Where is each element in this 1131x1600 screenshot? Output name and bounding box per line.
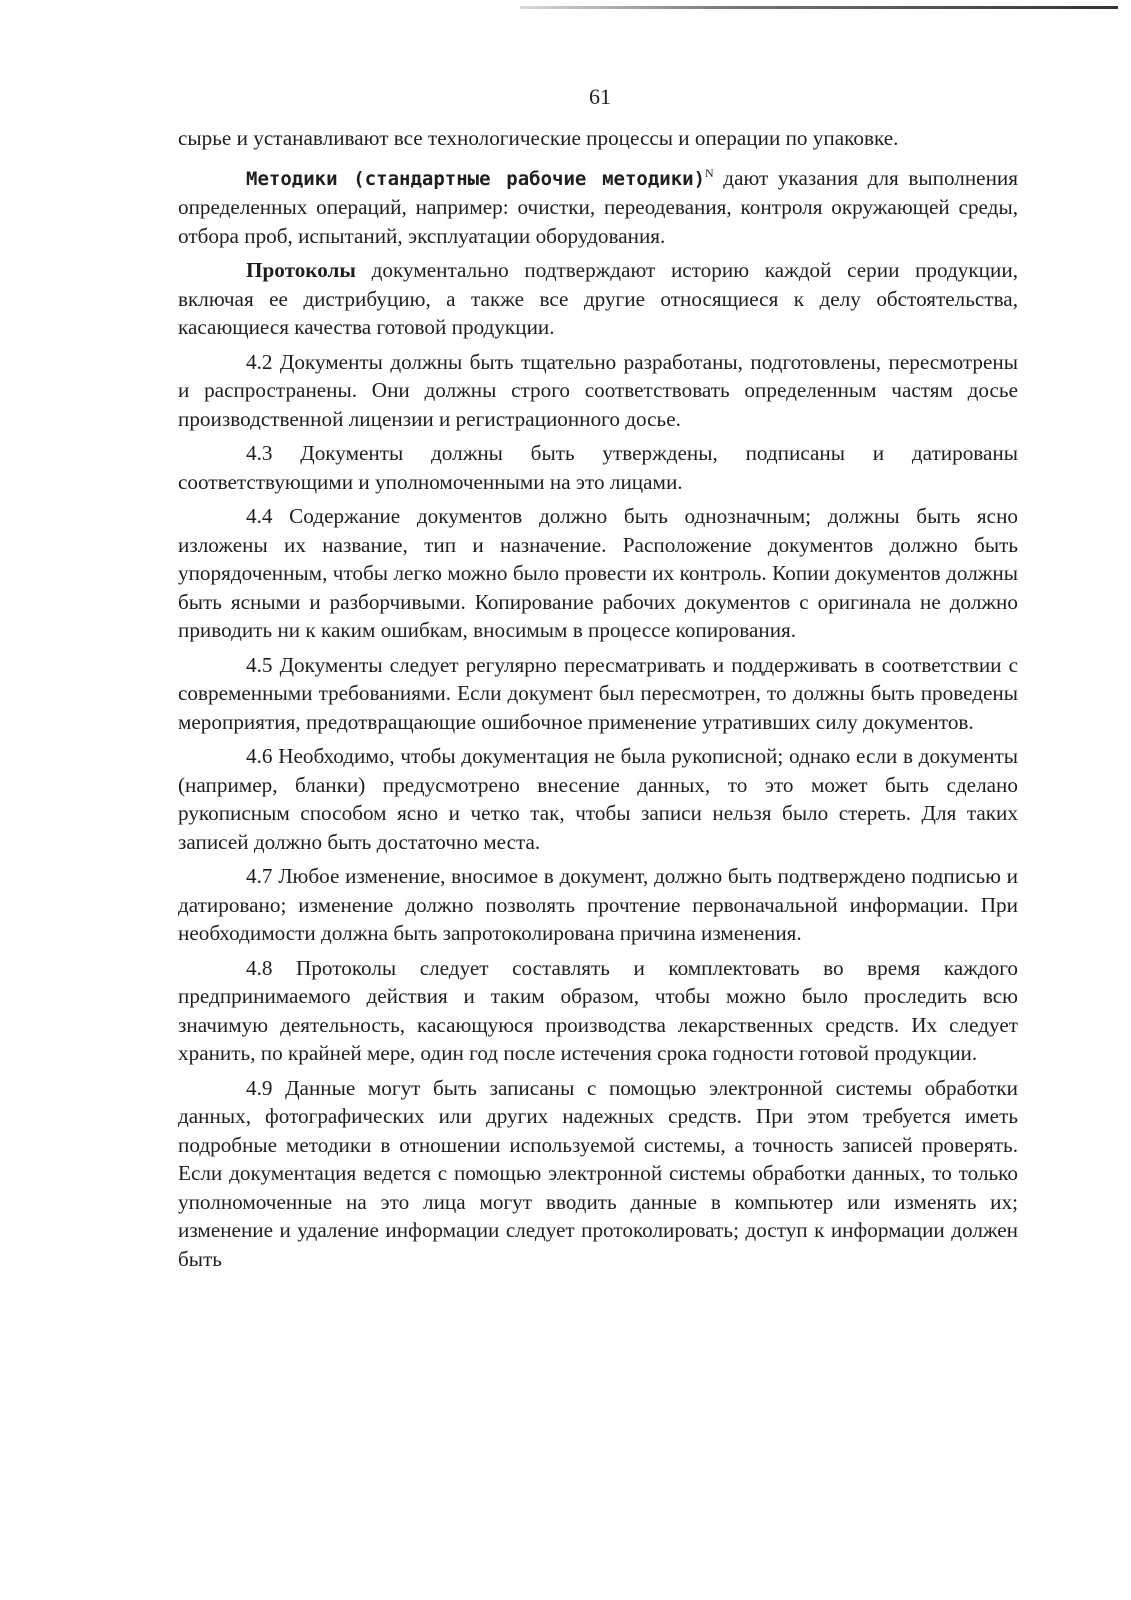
term-protocols: Протоколы [246, 258, 356, 283]
paragraph-4-8: 4.8 Протоколы следует составлять и комплектовать во время каждого предпринимаемого действия и таким образом, чтобы можно было проследить всю значимую деятельность, касающуюся производства лекарственных средств. Их следует хранить, по крайней мере, один год после истечения срока годности готовой продукции. [178, 955, 1018, 1066]
footnote-mark: N [705, 165, 714, 180]
paragraph-4-5: 4.5 Документы следует регулярно пересматривать и поддерживать в соответствии с современными требованиями. Если документ был пересмотрен, то должны быть проведены мероприятия, предотвращающие ошибочное применение утративших силу документов. [178, 652, 1018, 734]
term-methods: Методики (стандартные рабочие методики) [246, 167, 706, 190]
page-number: 61 [589, 84, 611, 109]
document-body [178, 124, 1018, 1279]
scan-top-rule [520, 6, 1118, 9]
paragraph-methods [178, 159, 1018, 251]
paragraph-4-4: 4.4 Содержание документов должно быть однозначным; должны быть ясно изложены их название, тип и назначение. Расположение документов должно быть упорядоченным, чтобы легко можно было провести их контроль. Копии документов должны быть ясными и разборчивыми. Копирование рабочих документов с оригинала не должно приводить ни к каким ошибкам, вносимым в процессе копирования. [178, 504, 1018, 643]
paragraph-4-3: 4.3 Документы должны быть утверждены, подписаны и датированы соответствующими и уполномоченными на это лицами. [178, 441, 1018, 494]
paragraph-methods-text: дают указания для выполнения определенных операций, например: очистки, переодевания, контроля окружающей среды, отбора проб, испытаний, эксплуатации оборудования. [178, 165, 1018, 248]
paragraph-protocols [178, 256, 1018, 342]
paragraph-4-7: 4.7 Любое изменение, вносимое в документ, должно быть подтверждено подписью и датировано; изменение должно позволять прочтение первоначальной информации. При необходимости должна быть запротоколирована причина изменения. [178, 864, 1018, 946]
paragraph-4-2: 4.2 Документы должны быть тщательно разработаны, подготовлены, пересмотрены и распространены. Они должны строго соответствовать определенным частям досье производственной лицензии и регистрационного досье. [178, 349, 1018, 431]
paragraph-continuation: сырье и устанавливают все технологические процессы и операции по упаковке. [178, 126, 899, 150]
paragraph-protocols-text: документально подтверждают историю каждой серии продукции, включая ее дистрибуцию, а также все другие относящиеся к делу обстоятельства, касающиеся качества готовой продукции. [178, 258, 1018, 340]
paragraph-4-9: 4.9 Данные могут быть записаны с помощью электронной системы обработки данных, фотографических или других надежных средств. При этом требуется иметь подробные методики в отношении используемой системы, а точность записей проверять. Если документация ведется с помощью электронной системы обработки данных, то только уполномоченные на это лица могут вводить данные в компьютер или изменять их; изменение и удаление информации следует протоколировать; доступ к информации должен быть [178, 1075, 1018, 1271]
paragraph-4-6: 4.6 Необходимо, чтобы документация не была рукописной; однако если в документы (например, бланки) предусмотрено внесение данных, то это может быть сделано рукописным способом ясно и четко так, чтобы записи нельзя было стереть. Для таких записей должно быть достаточно места. [178, 744, 1018, 854]
